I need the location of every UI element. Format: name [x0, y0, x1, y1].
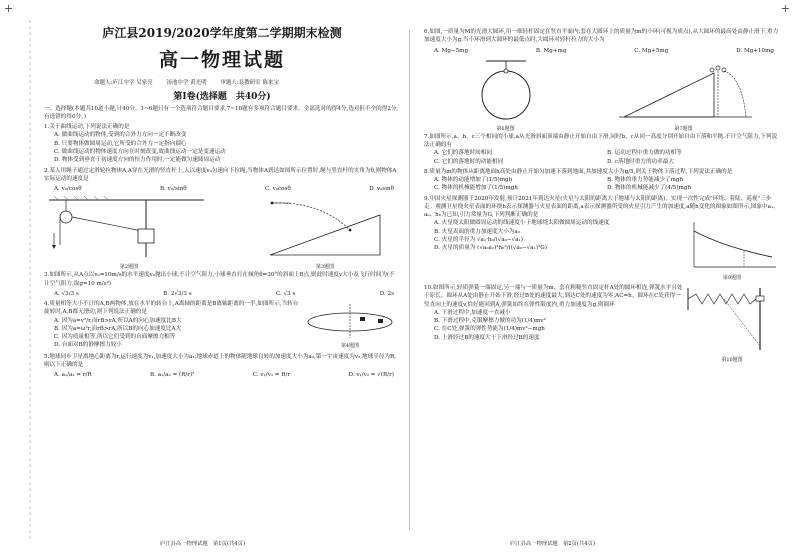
three-balls-diagram: [614, 57, 754, 121]
option: C. √3 s: [275, 290, 296, 297]
option: D. c落地时重力的功率最大: [607, 158, 674, 165]
option: A. 下滑过程中,加速度一直减小: [434, 309, 511, 316]
figure-4: [300, 300, 400, 351]
figure-6: [451, 57, 561, 131]
figure-caption: 第7题图: [674, 125, 693, 132]
instructions: 一、选择题(本题共10道小题,计40分。1~6题只有一个选项符合题目要求,7~10题有多项符合题目要求。全部选对的得4分,选对但不全的得2分,有选错的得0分。): [44, 106, 399, 121]
question-8: 8.质量为m的物体从距离地面h高处由静止开始匀加速下落到地面,其加速度大小为g/5,则关于物体下落过程,下列说法正确的是 A. 物体的动能增加了(1/5)mgh B. 物体的重力势能减少了mgh C. 物体的机械能增加了(1/5)mgh D. 物体的机械能减少了(4/5)mgh: [424, 168, 780, 193]
figure-caption: 第10题图: [721, 357, 743, 364]
option: C. 物体的机械能增加了(1/5)mgh: [434, 185, 518, 192]
option: B. v₀/sinθ: [160, 186, 187, 193]
turntable-diagram: [300, 300, 400, 340]
figure-3: [250, 195, 400, 269]
question-2: 2.某人用绳子通过定滑轮拉物体A,A穿在光滑的竖直杆上,人以速度v₀匀速向下拉绳,当物体A到达如图所示位置时,绳与竖直杆的夹角为θ,则物体A实际运动的速度是 A. v₀/cosθ B. v₀/sinθ C. v₀cosθ D. v₀sinθ: [44, 167, 397, 193]
option: D. v₀sinθ: [369, 186, 394, 193]
right-page: [410, 0, 794, 555]
option: A. 做曲线运动的物体,受到的合外力方向一定不断改变: [54, 132, 187, 139]
question-3: 3.如图所示,从A点以v₀=10m/s的水平速度v₀抛出小球,不计空气阻力,小球垂直打在倾角θ=30°的斜面上B点,则此时速度v大小及飞行时间为(不计空气阻力,取g=10 m/s²) A. √3/3 s B. 2√3/3 s C. √3 s D. 2s: [44, 272, 395, 297]
question-6: 6.如图,一质量为M的光滑大圆环,用一细轻杆固定在竖直平面内;套在大圆环上的质量为m的小环(可视为质点),从大圆环的最高处由静止滑下,重力加速度大小为g.当小环滑到大圆环的最低点时,大圆环对轻杆拉力的大小为 A. Mg−5mg B. Mg+mg C. Mg+5mg D. Mg+10mg: [424, 29, 779, 54]
option: C. 火星的半径为 √a₁·h₀/(√a₀−√a₁): [434, 236, 523, 243]
question-10: 10.如图所示,轻质弹簧一端固定,另一端与一质量为m、套在粗糙竖直固定杆A处的圆环相连,弹簧水平且处于原长。圆环从A处由静止开始下滑,经过B处的速度最大,到达C处的速度为零,AC=h。圆环在C处获得一竖直向上的速度v,恰好能回到A,弹簧始终在弹性限度内,重力加速度为g,则圆环 A. 下滑过程中,加速度一直减小 B. 下滑过程中,克服摩擦力做的功为(1/4)mv² C. 在C处,弹簧的弹性势能为(1/4)mv²−mgh D. 上滑经过B的速度大于下滑经过B的速度 第10题图: [424, 284, 780, 365]
question-7: 7.如图所示,a、b、c三个相同的小球,a从光滑斜面顶端由静止开始自由下滑,同时b、c从同一高度分别开始自由下落和平抛.不计空气阻力,下列说法正确的有 A. 它们的落地时间相同 B. 运动过程中重力做的功相等 C. 它们的落地时的动能相同 D. c落地时重力的功率最大: [424, 133, 780, 166]
page-footer: 庐江县高一物理试题 第2页(共4页): [510, 541, 596, 547]
corner-mark-icon: +: [780, 2, 790, 15]
figure-10: [684, 284, 780, 365]
spring-rod-diagram: [684, 284, 780, 354]
a-h-graph: [684, 219, 780, 271]
option: D. 物体的机械能减少了(4/5)mgh: [607, 185, 692, 192]
figure-9: [684, 219, 780, 282]
option: B. 运动过程中重力做的功相等: [607, 150, 682, 157]
figure-2: [44, 195, 214, 269]
section-title: 第Ⅰ卷(选择题 共40分): [173, 92, 271, 102]
option: A. 它们的落地时间相同: [434, 150, 492, 157]
figure-caption: 第3题图: [315, 264, 335, 271]
pulley-diagram: [44, 195, 214, 259]
option: C. 因为质量相等,所以它们受到的台面摩擦力相等: [54, 334, 176, 341]
option: B. 下滑过程中,克服摩擦力做的功为(1/4)mv²: [434, 318, 546, 325]
option: A. a₁/a₂ = r/R: [54, 372, 92, 379]
option: D. 2s: [379, 290, 394, 297]
option: B. 物体的重力势能减少了mgh: [607, 177, 684, 184]
figure-caption: 第2题图: [119, 264, 139, 271]
exam-title: 高一物理试题: [158, 49, 285, 71]
figure-7: [614, 57, 754, 131]
option: D. 火星的质量为 (√a₀a₁)²h₀²/((√a₀−√a₁)²G): [434, 245, 547, 252]
option: C. 它们的落地时的动能相同: [434, 158, 504, 165]
option: B. 因为a=ω²r,而rB>rA,所以B的向心加速度比A大: [54, 325, 182, 332]
option: C. v₀cosθ: [264, 186, 291, 193]
option: D. 物体受到垂直于初速度方向的恒力作用时,一定能做匀速圆周运动: [54, 157, 221, 164]
figure-caption: 第4题图: [340, 343, 360, 350]
question-1: 1.关于曲线运动,下列说法正确的是 A. 做曲线运动的物体,受到的合外力方向一定不断改变 B. 只要物体做圆周运动,它所受的合外力一定指向圆心 C. 做曲线运动的物体速度方向在时刻改变,故曲线运动一定是变速运动 D. 物体受到垂直于初速度方向的恒力作用时,一定能做匀速圆周运动: [44, 123, 400, 164]
option: C. Mg+5mg: [634, 47, 669, 54]
option: D. 上滑经过B的速度大于下滑经过B的速度: [434, 334, 540, 341]
corner-mark-icon: +: [4, 2, 14, 15]
option: C. 在C处,弹簧的弹性势能为(1/4)mv²−mgh: [434, 326, 545, 333]
option: B. a₁/a₂ = (R/r)²: [150, 372, 195, 379]
option: B. 2√3/3 s: [163, 290, 192, 297]
figure-caption: 第6题图: [496, 125, 515, 132]
option: C. v₁/v₂ = R/r: [252, 372, 291, 379]
option: A. 物体的动能增加了(1/5)mgh: [434, 177, 513, 184]
option: B. Mg+mg: [535, 47, 567, 54]
incline-diagram: [250, 195, 400, 259]
option: A. Mg−5mg: [434, 47, 469, 54]
question-5: 5.地球同步卫星离地心距离为r,运行速度为v₁,加速度大小为a₁;地球赤道上的物体随地球自转的加速度大小为a₂,第一宇宙速度为v₂,地球半径为R,则以下正确的是 A. a₁/a₂ = r/R B. a₁/a₂ = (R/r)² C. v₁/v₂ = R/r D. v₁/v₂ = √(R/r): [44, 353, 397, 379]
option: D. 台面对B的静摩擦力较小: [54, 342, 122, 349]
figure-caption: 第9题图: [722, 274, 742, 281]
option: B. 只要物体做圆周运动,它所受的合外力一定指向圆心: [54, 140, 187, 147]
question-4: 4.质量相等大小不计的A,B两物体,放在水平的转台上,A离轴的距离是B离轴距离的一半,如图所示,当转台旋转时,A,B都无滑动,则下列说法正确的是 A. 因为a=v²/r,而rB>rA,所以A的向心加速度比B大 B. 因为a=ω²r,而rB>rA,所以B的向心加速度比A大 C. 因为质量相等,所以它们受到的台面摩擦力相等 D. 台面对B的静摩擦力较小 第4题图: [44, 300, 400, 351]
exam-header: 庐江县2019/2020学年度第二学期期末检测: [102, 26, 342, 40]
option: B. 火星表面的重力加速度大小为a₀: [434, 228, 520, 235]
question-9: 9.中国火星探测器于2020年发射,预计2021年到达火星(火星与太阳的距离大于地球与太阳的距离)。实现一次性完成"环绕、着陆、巡视"三步走。观测卫星绕火星表面的环绕h表示探测器与火星表面的距离,a表示探测器所受的火星引力产生的加速度,a随h变化的图象如图所示,图象中a₁、a₀、h₀为已知,引力常量为G,下列判断正确的是 A. 火星绕太阳做圆周运动的线速度小于地球绕太阳做圆周运动的线速度 B. 火星表面的重力加速度大小为a₀ C. 火星的半径为 √a₁·h₀/(√a₀−√a₁) D. 火星的质量为 (√a₀a₁)²h₀²/((√a₀−√a₁)²G) 第9题图: [424, 195, 779, 281]
option: D. v₁/v₂ = √(R/r): [348, 372, 394, 379]
option: D. Mg+10mg: [736, 47, 774, 54]
option: A. 火星绕太阳做圆周运动的线速度小于地球绕太阳做圆周运动的线速度: [434, 220, 610, 227]
option: A. v₀/cosθ: [54, 186, 82, 193]
option: C. 做曲线运动的物体速度方向在时刻改变,故曲线运动一定是变速运动: [54, 149, 226, 156]
option: A. 因为a=v²/r,而rB>rA,所以A的向心加速度比B大: [54, 317, 182, 324]
option: A. √3/3 s: [54, 290, 79, 297]
author-line: 命题人:庐江中学 吴家亮 汤池中学 黄光明 审题人:县教研室 陈来宝: [94, 80, 279, 86]
page-footer: 庐江县高一物理试题 第1页(共4页): [160, 541, 246, 547]
ring-diagram: [451, 57, 561, 121]
